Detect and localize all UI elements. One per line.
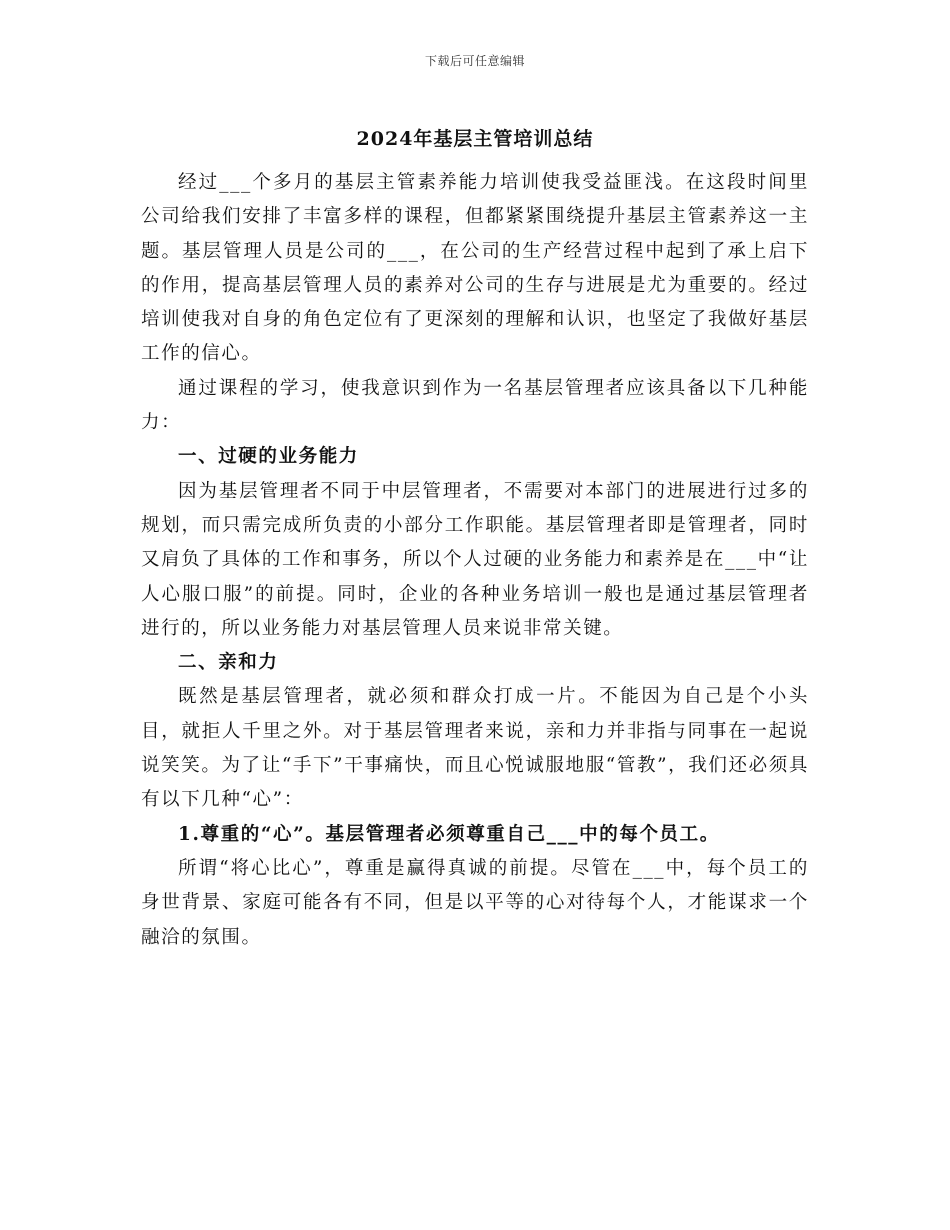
paragraph-abilities-intro: 通过课程的学习，使我意识到作为一名基层管理者应该具备以下几种能力： <box>141 377 809 434</box>
subheading-respect: 1.尊重的“心”。基层管理者必须尊重自己___中的每个员工。 <box>178 823 720 845</box>
document-title: 2024年基层主管培训总结 <box>356 128 594 150</box>
paragraph-respect: 所谓“将心比心”，尊重是赢得真诚的前提。尽管在___中，每个员工的身世背景、家庭可能各有不同，但是以平等的心对待每个人，才能谋求一个融洽的氛围。 <box>141 857 809 948</box>
paragraph-intro: 经过___个多月的基层主管素养能力培训使我受益匪浅。在这段时间里公司给我们安排了丰富多样的课程，但都紧紧围绕提升基层主管素养这一主题。基层管理人员是公司的___，在公司的生产经营过程中起到了承上启下的作用，提高基层管理人员的素养对公司的生存与进展是尤为重要的。经过培训使我对自身的角色定位有了更深刻的理解和认识，也坚定了我做好基层工作的信心。 <box>141 172 809 365</box>
section-heading-affinity: 二、亲和力 <box>178 652 279 674</box>
paragraph-affinity: 既然是基层管理者，就必须和群众打成一片。不能因为自己是个小头目，就拒人千里之外。对于基层管理者来说，亲和力并非指与同事在一起说说笑笑。为了让“手下”干事痛快，而且心悦诚服地服“管教”，我们还必须具有以下几种“心”： <box>141 686 809 811</box>
document-body <box>141 166 809 955</box>
paragraph-business-ability: 因为基层管理者不同于中层管理者，不需要对本部门的进展进行过多的规划，而只需完成所负责的小部分工作职能。基层管理者即是管理者，同时又肩负了具体的工作和事务，所以个人过硬的业务能力和素养是在___中“让人心服口服”的前提。同时，企业的各种业务培训一般也是通过基层管理者进行的，所以业务能力对基层管理人员来说非常关键。 <box>141 480 809 639</box>
page-header-note: 下载后可任意编辑 <box>424 54 525 68</box>
section-heading-business-ability: 一、过硬的业务能力 <box>178 446 359 468</box>
